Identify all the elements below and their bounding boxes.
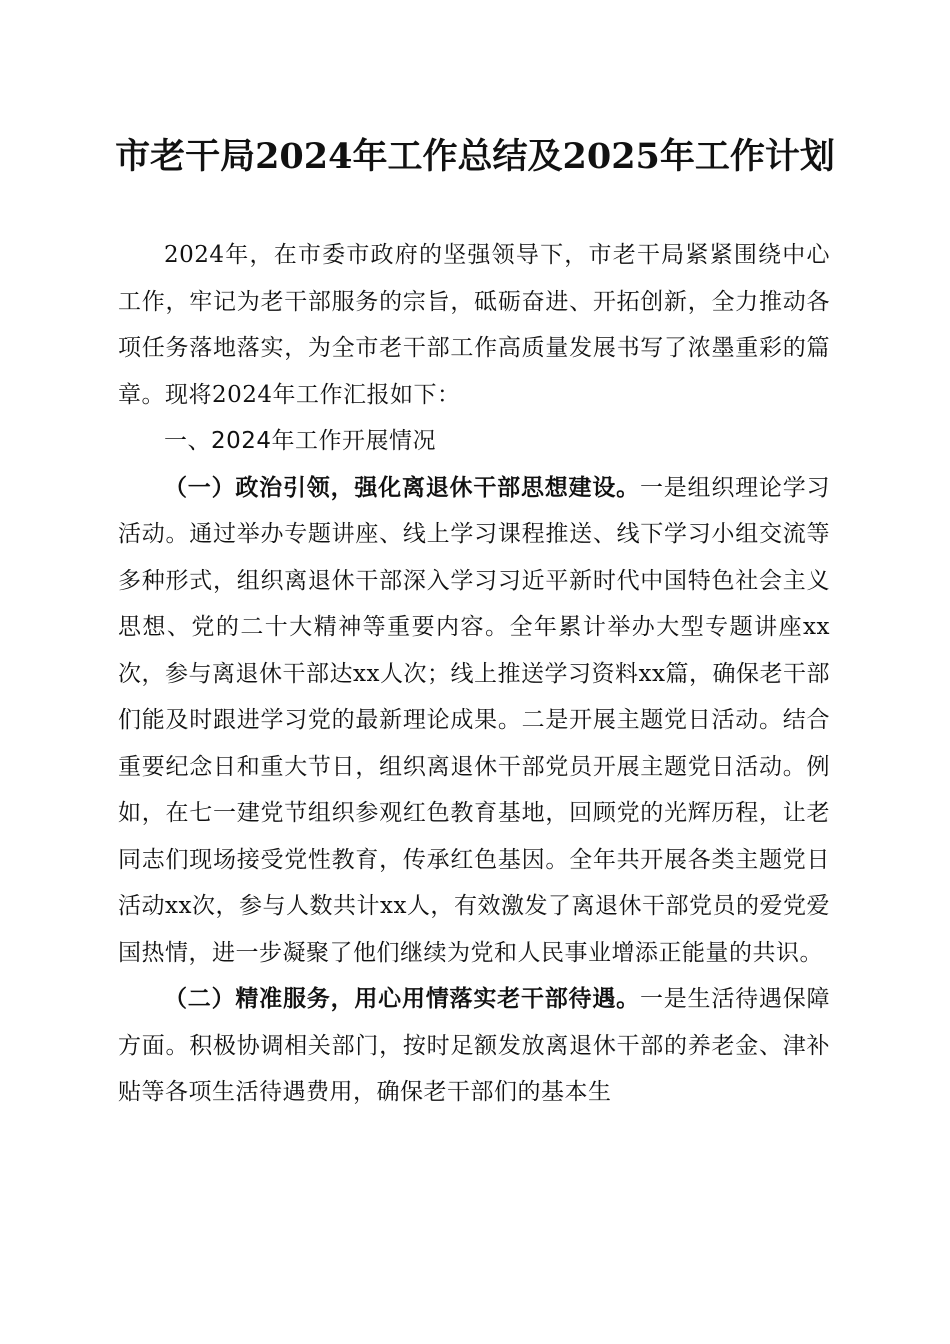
document-body bbox=[118, 232, 830, 1116]
subsection-1-text: 一是组织理论学习活动。通过举办专题讲座、线上学习课程推送、线下学习小组交流等多种形式，组织离退休干部深入学习习近平新时代中国特色社会主义思想、党的二十大精神等重要内容。全年累计举办大型专题讲座xx次，参与离退休干部达xx人次；线上推送学习资料xx篇，确保老干部们能及时跟进学习党的最新理论成果。二是开展主题党日活动。结合重要纪念日和重大节日，组织离退休干部党员开展主题党日活动。例如，在七一建党节组织参观红色教育基地，回顾党的光辉历程，让老同志们现场接受党性教育，传承红色基因。全年共开展各类主题党日活动xx次，参与人数共计xx人，有效激发了离退休干部党员的爱党爱国热情，进一步凝聚了他们继续为党和人民事业增添正能量的共识。 bbox=[118, 474, 831, 966]
section-heading-1: 一、2024年工作开展情况 bbox=[164, 428, 437, 454]
subsection-1-heading: （一）政治引领，强化离退休干部思想建设。 bbox=[164, 473, 640, 501]
document-title: 市老干局2024年工作总结及2025年工作计划 bbox=[115, 136, 835, 177]
subsection-2-heading: （二）精准服务，用心用情落实老干部待遇。 bbox=[164, 985, 640, 1012]
subsection-2-text: 一是生活待遇保障方面。积极协调相关部门，按时足额发放离退休干部的养老金、津补贴等各项生活待遇费用，确保老干部们的基本生 bbox=[118, 986, 831, 1105]
subsection-2-paragraph bbox=[118, 976, 830, 1116]
intro-paragraph: 2024年，在市委市政府的坚强领导下，市老干局紧紧围绕中心工作，牢记为老干部服务的宗旨，砥砺奋进、开拓创新，全力推动各项任务落地落实，为全市老干部工作高质量发展书写了浓墨重彩的篇章。现将2024年工作汇报如下： bbox=[118, 242, 830, 408]
subsection-1-paragraph bbox=[118, 465, 830, 977]
